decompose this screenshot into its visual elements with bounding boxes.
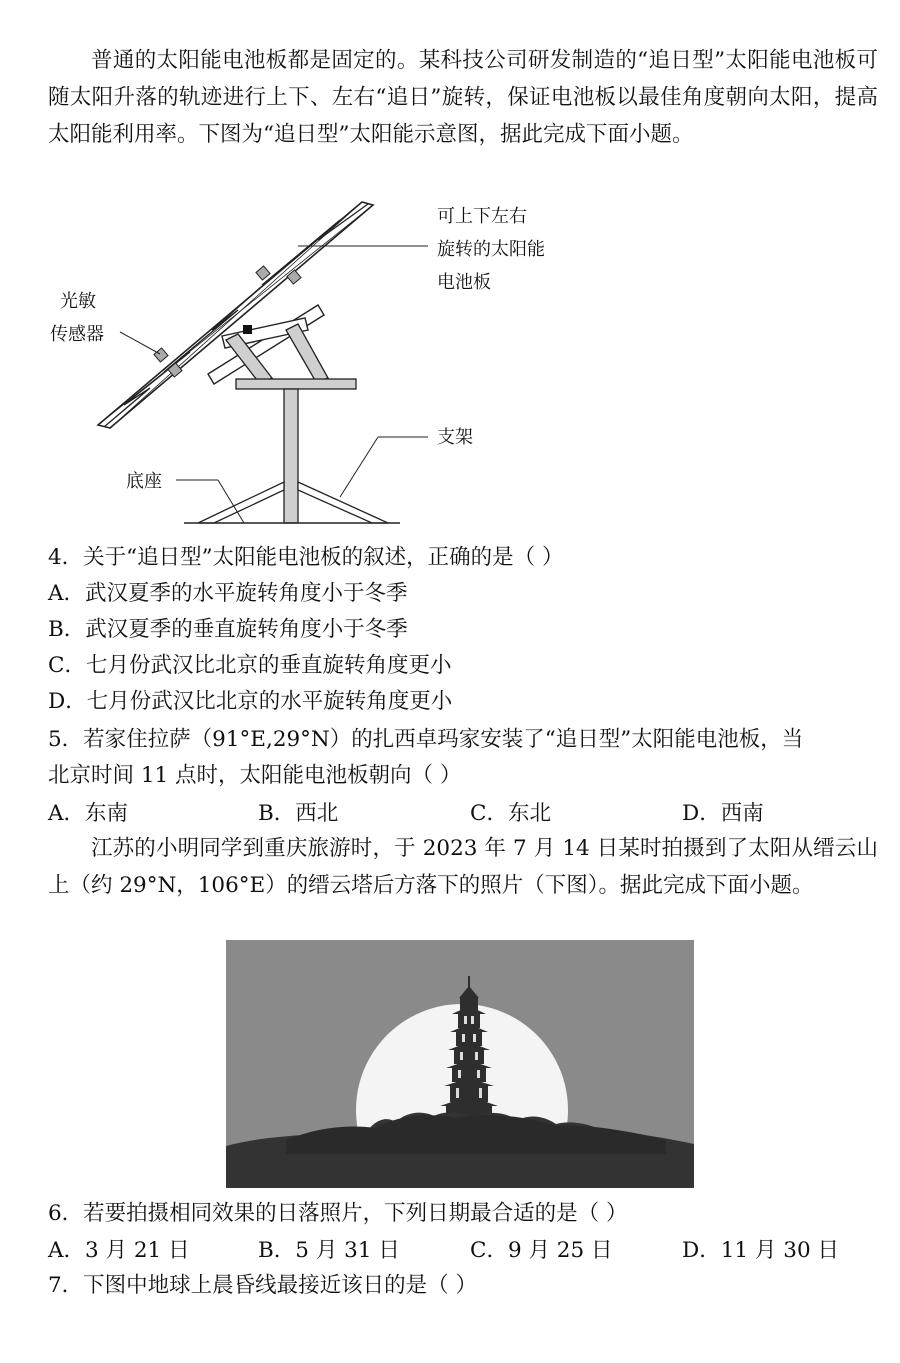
question-5-option-a: A．东南 xyxy=(48,801,129,826)
question-6-option-a: A．3 月 21 日 xyxy=(48,1238,190,1263)
question-5-option-c: C．东北 xyxy=(470,801,551,826)
label-rotating-panel-line1: 可上下左右 xyxy=(437,206,527,227)
question-6-option-b: B．5 月 31 日 xyxy=(258,1238,400,1263)
question-4-option-d: D．七月份武汉比北京的水平旋转角度更小 xyxy=(48,689,453,714)
question-5-option-b: B．西北 xyxy=(258,801,339,826)
question-5-stem-line1: 5．若家住拉萨（91°E,29°N）的扎西卓玛家安装了“追日型”太阳能电池板，当 xyxy=(48,727,804,752)
label-sensor-line2: 传感器 xyxy=(50,324,104,345)
intro-paragraph-1: 普通的太阳能电池板都是固定的。某科技公司研发制造的“追日型”太阳能电池板可随太阳升落的轨迹进行上下、左右“追日”旋转，保证电池板以最佳角度朝向太阳，提高太阳能利用率。下图为“追日型”太阳能示意图，据此完成下面小题。 xyxy=(48,48,878,147)
label-base: 底座 xyxy=(126,471,162,492)
label-rotating-panel-line2: 旋转的太阳能 xyxy=(437,239,545,260)
question-4-option-c: C．七月份武汉比北京的垂直旋转角度更小 xyxy=(48,653,452,678)
intro-paragraph-2: 江苏的小明同学到重庆旅游时，于 2023 年 7 月 14 日某时拍摄到了太阳从缙云山上（约 29°N，106°E）的缙云塔后方落下的照片（下图）。据此完成下面小题。 xyxy=(48,836,878,898)
sunset-pagoda-photo xyxy=(226,940,694,1188)
question-6-option-d: D．11 月 30 日 xyxy=(682,1238,839,1263)
question-4-stem: 4．关于“追日型”太阳能电池板的叙述，正确的是（ ） xyxy=(48,545,564,570)
label-stand: 支架 xyxy=(437,427,473,448)
question-4-option-a: A．武汉夏季的水平旋转角度小于冬季 xyxy=(48,581,408,606)
question-5-stem-line2: 北京时间 11 点时，太阳能电池板朝向（ ） xyxy=(48,763,462,788)
question-6-option-c: C．9 月 25 日 xyxy=(470,1238,613,1263)
question-5-option-d: D．西南 xyxy=(682,801,764,826)
label-rotating-panel-line3: 电池板 xyxy=(437,272,491,293)
question-7-stem: 7．下图中地球上晨昏线最接近该日的是（ ） xyxy=(48,1273,478,1298)
question-4-option-b: B．武汉夏季的垂直旋转角度小于冬季 xyxy=(48,617,408,642)
question-6-stem: 6．若要拍摄相同效果的日落照片，下列日期最合适的是（ ） xyxy=(48,1201,628,1226)
label-sensor-line1: 光敏 xyxy=(60,291,96,312)
